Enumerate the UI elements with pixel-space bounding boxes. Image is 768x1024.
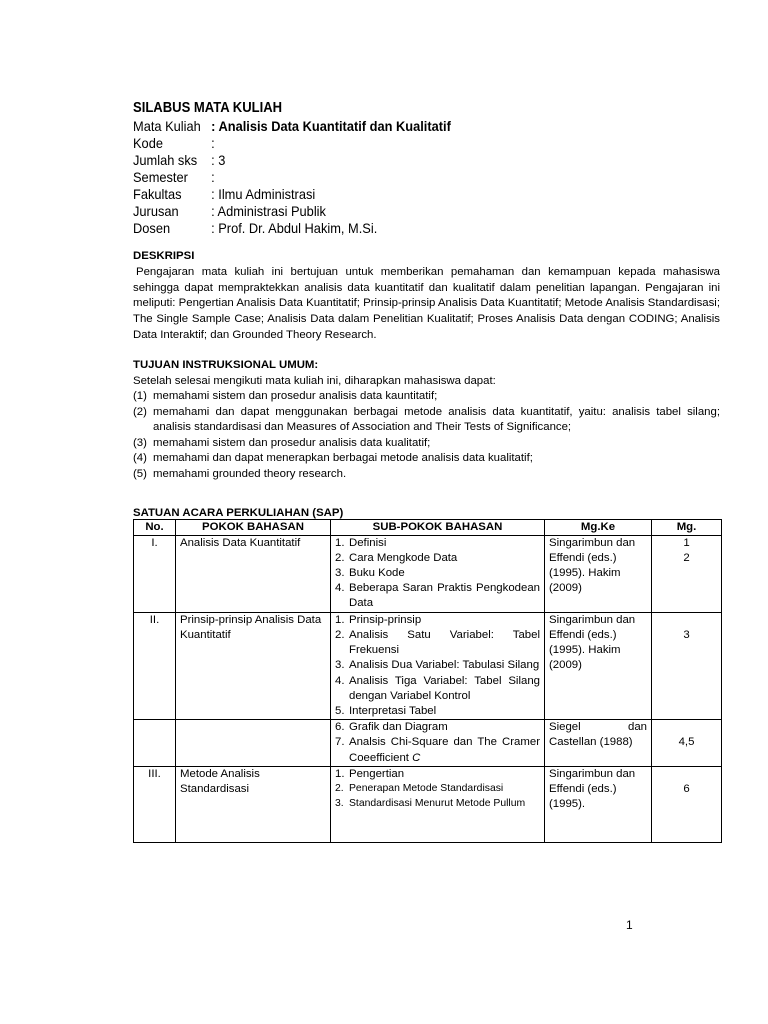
- list-item-text: Analisis Dua Variabel: Tabulasi Silang: [349, 659, 540, 672]
- list-item-number: 3.: [335, 567, 345, 580]
- list-item-number: (5): [133, 468, 147, 481]
- meta-value: : 3: [211, 153, 226, 168]
- course-meta: [133, 118, 679, 237]
- cell-no: III.: [134, 766, 176, 842]
- list-item: [335, 551, 540, 566]
- list-item: [133, 389, 720, 405]
- list-item-text: Definisi: [349, 536, 387, 549]
- cell-no: I.: [134, 535, 176, 612]
- list-item: [335, 628, 540, 658]
- cell-mg: 6: [652, 766, 722, 842]
- cell-mg-ke: Singarimbun dan Effendi (eds.) (1995).: [545, 766, 652, 842]
- list-item-number: 5.: [335, 704, 345, 717]
- list-item-number: 7.: [335, 736, 345, 749]
- list-item-text: Grafik dan Diagram: [349, 721, 448, 734]
- sub-topic-list: [335, 782, 540, 811]
- cell-mg-ke: Singarimbun dan Effendi (eds.) (1995). Hakim (2009): [545, 612, 652, 719]
- list-item: [133, 405, 720, 436]
- meta-value: : Prof. Dr. Abdul Hakim, M.Si.: [211, 221, 378, 236]
- list-item-text: memahami dan dapat menerapkan berbagai metode analisis data kualitatif;: [153, 452, 533, 465]
- document-page: [133, 100, 720, 843]
- column-header-no: No.: [134, 519, 176, 535]
- list-item: [133, 467, 720, 483]
- page-number: 1: [626, 918, 633, 932]
- list-item: [335, 566, 540, 581]
- list-item-text: memahami sistem dan prosedur analisis data kauntitatif;: [153, 390, 438, 403]
- meta-row-jurusan: [133, 203, 679, 220]
- column-header-mg: Mg.: [652, 519, 722, 535]
- list-item: [133, 451, 720, 467]
- list-item: [335, 720, 540, 735]
- list-item-number: 1.: [335, 613, 345, 626]
- document-title: SILABUS MATA KULIAH: [133, 100, 283, 116]
- list-item-text: memahami sistem dan prosedur analisis data kualitatif;: [153, 436, 431, 449]
- list-item-text: [349, 735, 540, 765]
- meta-value: :: [211, 170, 215, 185]
- list-item: [335, 782, 540, 797]
- sub-topic-list: [335, 613, 540, 719]
- meta-row-dosen: [133, 220, 679, 237]
- deskripsi-text: Pengajaran mata kuliah ini bertujuan untuk memberikan pemahaman dan kemampuan kepada mahasiswa sehingga dapat mempraktekkan analisis data kuantitatif dan kualitatif dalam penelitian lapangan. Pengajaran ini meliputi: Pengertian Analisis Data Kuantitatif; Prinsip-prinsip Analisis Data Kuantitatif; Metode Analisis Standardisasi; The Single Sample Case; Analisis Data dalam Penelitian Kualitatif; Proses Analisis Data dengan CODING; Analisis Data Interaktif; dan Grounded Theory Research.: [133, 266, 720, 341]
- cell-sub-pokok-bahasan: [331, 720, 545, 767]
- list-item-number: (2): [133, 405, 147, 418]
- cell-mg: 1 2: [652, 535, 722, 612]
- list-item-text: Pengertian: [349, 767, 405, 780]
- list-item-text: Analisis Satu Variabel: Tabel Frekuensi: [349, 628, 540, 657]
- cell-sub-pokok-bahasan: [331, 766, 545, 842]
- tujuan-list: [133, 389, 720, 483]
- list-item-number: 3.: [335, 659, 345, 672]
- cell-no: II.: [134, 612, 176, 719]
- table-row: [134, 612, 722, 719]
- sub-topic-list: [335, 536, 540, 612]
- meta-key: Fakultas: [133, 187, 182, 202]
- deskripsi-heading: DESKRIPSI: [133, 250, 195, 262]
- list-item: [133, 436, 720, 452]
- cell-mg-ke: Singarimbun dan Effendi (eds.) (1995). Hakim (2009): [545, 535, 652, 612]
- list-item: [335, 536, 540, 551]
- table-row: [134, 766, 722, 842]
- cell-mg: 4,5: [652, 720, 722, 767]
- cell-no: [134, 720, 176, 767]
- meta-value: : Analisis Data Kuantitatif dan Kualitatif: [211, 119, 451, 134]
- cell-sub-pokok-bahasan: [331, 535, 545, 612]
- list-item-text: Analisis Tiga Variabel: Tabel Silang dengan Variabel Kontrol: [349, 674, 540, 702]
- tujuan-heading: TUJUAN INSTRUKSIONAL UMUM:: [133, 358, 319, 371]
- sap-heading: SATUAN ACARA PERKULIAHAN (SAP): [133, 506, 344, 519]
- list-item-text: Interpretasi Tabel: [349, 704, 437, 717]
- cell-mg-ke: Siegel dan Castellan (1988): [545, 720, 652, 767]
- list-item-number: 4.: [335, 582, 345, 595]
- cell-pokok-bahasan: [176, 720, 331, 767]
- list-item: [335, 581, 540, 611]
- list-item-number: 2.: [335, 782, 344, 794]
- list-item: [335, 658, 540, 673]
- cell-sub-pokok-bahasan: [331, 612, 545, 719]
- list-item-text: Standardisasi Menurut Metode Pullum: [349, 797, 526, 809]
- cell-pokok-bahasan: Metode Analisis Standardisasi: [176, 766, 331, 842]
- list-item-number: 4.: [335, 674, 345, 687]
- list-item: [335, 613, 540, 628]
- list-item-number: 2.: [335, 628, 345, 641]
- meta-row-fakultas: [133, 186, 679, 203]
- table-row: [134, 535, 722, 612]
- list-item-text: Buku Kode: [349, 567, 405, 580]
- column-header-pokok-bahasan: POKOK BAHASAN: [176, 519, 331, 535]
- list-item-number: 2.: [335, 551, 345, 564]
- meta-row-jumlah-sks: [133, 152, 679, 169]
- meta-row-semester: [133, 169, 679, 186]
- meta-value: : Ilmu Administrasi: [211, 187, 316, 202]
- list-item-main-text: Analsis Chi-Square dan The Cramer Coeefficient: [349, 736, 540, 764]
- meta-row-kode: [133, 135, 679, 152]
- table-header-row: [134, 519, 722, 535]
- cell-pokok-bahasan: Prinsip-prinsip Analisis Data Kuantitatif: [176, 612, 331, 719]
- meta-key: Jumlah sks: [133, 153, 198, 168]
- coefficient-symbol: C: [412, 751, 421, 764]
- list-item: [335, 797, 540, 812]
- list-item-text: Beberapa Saran Praktis Pengkodean Data: [349, 582, 540, 610]
- meta-key: Jurusan: [133, 204, 179, 219]
- list-item: [335, 674, 540, 704]
- list-item-number: (1): [133, 390, 147, 403]
- sub-topic-list: [335, 720, 540, 766]
- list-item-number: 1.: [335, 536, 345, 549]
- tujuan-intro: Setelah selesai mengikuti mata kuliah ini, diharapkan mahasiswa dapat:: [133, 374, 496, 387]
- column-header-mg-ke: Mg.Ke: [545, 519, 652, 535]
- list-item-text: Prinsip-prinsip: [349, 613, 422, 626]
- list-item-text: Cara Mengkode Data: [349, 551, 458, 564]
- sap-table: [133, 519, 722, 843]
- column-header-sub-pokok-bahasan: SUB-POKOK BAHASAN: [331, 519, 545, 535]
- cell-pokok-bahasan: Analisis Data Kuantitatif: [176, 535, 331, 612]
- meta-value: :: [211, 136, 215, 151]
- list-item-number: 3.: [335, 797, 344, 809]
- list-item-number: 6.: [335, 721, 345, 734]
- meta-key: Dosen: [133, 221, 171, 236]
- cell-mg: 3: [652, 612, 722, 719]
- list-item-text: memahami dan dapat menggunakan berbagai metode analisis data kuantitatif, yaitu: analisis tabel silang; analisis standardisasi dan Measures of Association and Their Tests of Significance;: [153, 405, 720, 434]
- list-item-number: (4): [133, 452, 147, 465]
- list-item-text: memahami grounded theory research.: [153, 468, 347, 481]
- list-item: [335, 704, 540, 719]
- meta-key: Mata Kuliah: [133, 119, 201, 134]
- meta-row-mata-kuliah: [133, 118, 679, 135]
- list-item-number: 1.: [335, 767, 345, 780]
- list-item: [335, 767, 540, 782]
- meta-value: : Administrasi Publik: [211, 204, 326, 219]
- meta-key: Semester: [133, 170, 188, 185]
- list-item: [335, 735, 540, 765]
- sub-topic-list: [335, 767, 540, 782]
- list-item-number: (3): [133, 436, 147, 449]
- meta-key: Kode: [133, 136, 163, 151]
- list-item-text: Penerapan Metode Standardisasi: [349, 782, 504, 794]
- table-row: [134, 720, 722, 767]
